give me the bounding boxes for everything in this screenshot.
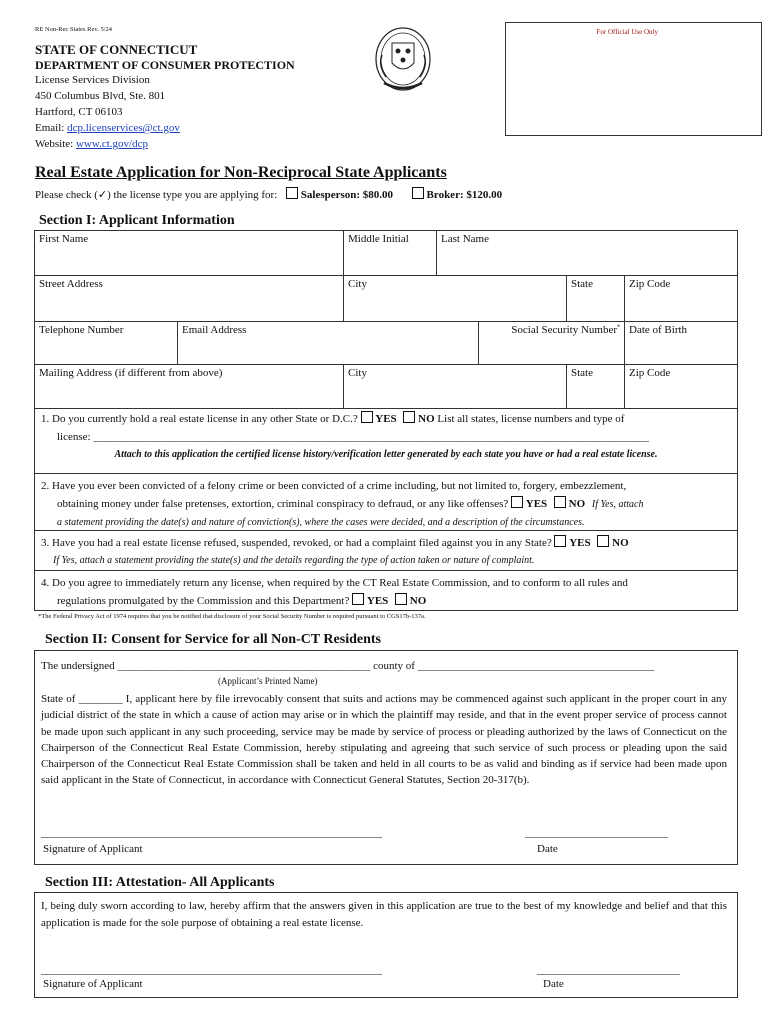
attestation-body: I, being duly sworn according to law, hereby affirm that the answers given in this application are true to the best of my knowledge and belief and that this application is made for the sole purpose of obtaining a real estate license. (41, 900, 727, 929)
q1-yes-label: YES (375, 413, 397, 425)
agency-division: License Services Division (35, 74, 150, 86)
state-label: State (571, 278, 593, 290)
privacy-note: *The Federal Privacy Act of 1974 requires that you be notified that disclosure of your Social Security Number is required pursuant to CGS17b-137a. (38, 613, 426, 620)
q1-yes-checkbox[interactable] (361, 411, 373, 423)
first-name-field[interactable] (35, 231, 343, 275)
ssn-field[interactable] (478, 322, 624, 364)
q3-yes-checkbox[interactable] (554, 535, 566, 547)
q1-license-line[interactable]: license: _____________________________________________________________________________________________________ (57, 431, 649, 443)
ssn-asterisk: * (617, 324, 620, 331)
ssn-label: Social Security Number (511, 324, 617, 336)
applicant-info-table (34, 230, 738, 409)
question-2 (34, 474, 738, 531)
middle-initial-field[interactable] (343, 231, 436, 275)
section3-signature-line[interactable]: ______________________________________________________________ (41, 964, 382, 976)
agency-address2: Hartford, CT 06103 (35, 106, 123, 118)
website-link[interactable]: www.ct.gov/dcp (75, 138, 148, 150)
consent-body: State of ________ I, applicant here by file irrevocably consent that suits and actions may be commenced against such applicant in the proper court in any judicial district of the state in which a cause of action may arise or in which the plaintiff may reside, and that in the event proper service of process cannot be made upon such applicant in any such proceeding, service may be made by service of process or pleading authorized by the laws of Connecticut on the Chairperson of the Connecticut Real Estate Commission, hereby stipulating and agreeing that such service of such process or pleading upon the said Chairperson of the Connecticut Real Estate Commission shall be taken and held in all courts to be as valid and binding as if service had been made upon said applicant in the State of Connecticut, in accordance with Connecticut General Statutes, Section 20-317(b). (41, 693, 727, 787)
agency-state: STATE OF CONNECTICUT (35, 42, 198, 57)
q4-yes-checkbox[interactable] (352, 593, 364, 605)
street-label: Street Address (39, 278, 103, 290)
page-title: Real Estate Application for Non-Reciprocal State Applicants (35, 164, 447, 181)
q3-text: 3. Have you had a real estate license refused, suspended, revoked, or had a complaint filed against you in any State? (41, 537, 552, 549)
section1-title: Section I: Applicant Information (39, 213, 235, 228)
state-seal-icon (372, 25, 434, 97)
q1-text: 1. Do you currently hold a real estate license in any other State or D.C.? (41, 413, 358, 425)
email-label: Email: (35, 122, 68, 134)
q1-tail: List all states, license numbers and type of (437, 413, 625, 425)
q1-no-checkbox[interactable] (403, 411, 415, 423)
zip-label: Zip Code (629, 278, 671, 290)
q2-no-label: NO (568, 498, 586, 510)
q3-no-label: NO (612, 537, 629, 549)
first-name-label: First Name (39, 233, 89, 245)
q2-text2: obtaining money under false pretenses, extortion, criminal conspiracy to defraud, or any like offenses? (57, 498, 509, 510)
mailing-city-field[interactable] (343, 365, 566, 408)
q2-text1: 2. Have you ever been convicted of a felony crime or been convicted of a crime including, but not limited to, forgery, embezzlement, (41, 480, 627, 492)
city-field[interactable] (343, 276, 566, 321)
q2-yes-checkbox[interactable] (511, 496, 523, 508)
q3-yes-label: YES (569, 537, 591, 549)
q3-note: If Yes, attach a statement providing the state(s) and the details regarding the type of action taken or nature of complaint. (53, 555, 535, 566)
street-address-field[interactable] (35, 276, 343, 321)
broker-checkbox[interactable] (412, 187, 424, 199)
q2-yes-label: YES (525, 498, 548, 510)
official-use-label: For Official Use Only (596, 28, 658, 36)
q4-no-label: NO (409, 595, 427, 607)
website-label: Website: (35, 138, 76, 150)
q4-text2: regulations promulgated by the Commission and this Department? (57, 595, 350, 607)
last-name-field[interactable] (436, 231, 737, 275)
last-name-label: Last Name (441, 233, 489, 245)
printed-name-caption: (Applicant’s Printed Name) (218, 676, 318, 686)
mailing-zip-label: Zip Code (629, 367, 671, 379)
section2-title: Section II: Consent for Service for all Non-CT Residents (45, 632, 381, 647)
broker-label: Broker: $120.00 (426, 189, 503, 201)
form-code: RE Non-Rec States Rev. 5/24 (35, 26, 113, 33)
telephone-label: Telephone Number (39, 324, 124, 336)
email-address-label: Email Address (182, 324, 247, 336)
telephone-field[interactable] (35, 322, 177, 364)
q2-no-checkbox[interactable] (554, 496, 566, 508)
license-prompt: Please check (✓) the license type you are applying for: (35, 189, 278, 201)
mailing-state-field[interactable] (566, 365, 624, 408)
agency-dept: DEPARTMENT OF CONSUMER PROTECTION (35, 58, 295, 72)
q2-ifyes: If Yes, attach (591, 499, 644, 510)
section2-signature-line[interactable]: ______________________________________________________________ (41, 827, 382, 839)
mailing-zip-field[interactable] (624, 365, 737, 408)
salesperson-checkbox[interactable] (286, 187, 298, 199)
salesperson-label: Salesperson: $80.00 (300, 189, 394, 201)
question-1 (34, 407, 738, 474)
section2-date-label: Date (537, 843, 558, 855)
section3-title: Section III: Attestation- All Applicants (45, 875, 275, 890)
q4-yes-label: YES (366, 595, 389, 607)
undersigned-line[interactable]: The undersigned ______________________________________________ county of ___________________________________________ (41, 660, 655, 672)
agency-website-row (35, 138, 148, 150)
section2-box (34, 650, 738, 865)
mailing-state-label: State (571, 367, 593, 379)
section2-date-line[interactable]: __________________________ (525, 827, 668, 839)
q4-text1: 4. Do you agree to immediately return any license, when required by the CT Real Estate Commission, and to conform to all rules and (41, 577, 628, 589)
official-use-box (505, 22, 762, 136)
mailing-address-field[interactable] (35, 365, 343, 408)
middle-initial-label: Middle Initial (348, 233, 409, 245)
email-link[interactable]: dcp.licenservices@ct.gov (67, 122, 180, 134)
city-label: City (348, 278, 367, 290)
mailing-city-label: City (348, 367, 367, 379)
email-field[interactable] (177, 322, 478, 364)
section3-date-line[interactable]: __________________________ (537, 964, 680, 976)
license-type-row (35, 187, 502, 201)
q4-no-checkbox[interactable] (395, 593, 407, 605)
q1-note: Attach to this application the certified license history/verification letter generated by each state you have or had a real estate license. (114, 449, 658, 460)
section3-signature-label: Signature of Applicant (43, 978, 143, 990)
section3-box (34, 892, 738, 998)
zip-field[interactable] (624, 276, 737, 321)
agency-address1: 450 Columbus Blvd, Ste. 801 (35, 90, 166, 102)
q3-no-checkbox[interactable] (597, 535, 609, 547)
q2-note: a statement providing the date(s) and nature of conviction(s), where the cases were decided, and a description of the circumstances. (57, 517, 585, 528)
q1-no-label: NO (418, 413, 435, 425)
state-field[interactable] (566, 276, 624, 321)
dob-label: Date of Birth (629, 324, 688, 336)
section2-signature-label: Signature of Applicant (43, 843, 143, 855)
section3-date-label: Date (543, 978, 564, 990)
mailing-label: Mailing Address (if different from above) (39, 367, 223, 379)
question-3 (34, 531, 738, 571)
question-4 (34, 571, 738, 611)
dob-field[interactable] (624, 322, 737, 364)
agency-email-row (35, 122, 180, 134)
